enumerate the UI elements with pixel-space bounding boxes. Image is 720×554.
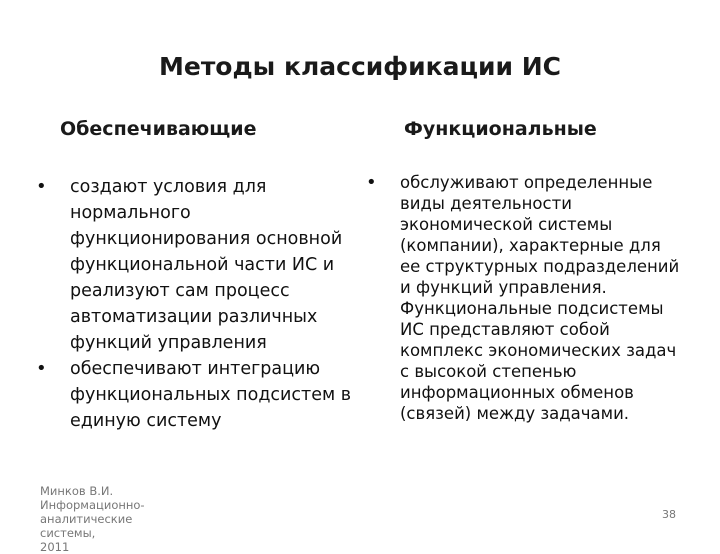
right-column-heading: Функциональные (404, 118, 597, 140)
footer-line: Минков В.И. (40, 484, 114, 498)
left-bullet-list (36, 174, 356, 434)
list-item (366, 172, 686, 424)
bullet-icon: • (36, 176, 47, 197)
footer-line: аналитические системы, (40, 512, 133, 540)
list-item (36, 174, 356, 356)
bullet-text: обеспечивают интеграцию функциональных подсистем в единую систему (70, 359, 352, 431)
left-column-heading: Обеспечивающие (60, 118, 257, 140)
bullet-icon: • (366, 172, 377, 193)
slide-title: Методы классификации ИС (158, 52, 561, 81)
bullet-icon: • (36, 358, 47, 379)
list-item (36, 356, 356, 434)
footer-line: Информационно- (40, 498, 145, 512)
footer-author (40, 484, 190, 554)
right-bullet-list (366, 172, 686, 424)
footer-line: 2011 (40, 540, 70, 554)
bullet-text: обслуживают определенные виды деятельности экономической системы (компании), характерные для ее структурных подразделений и функций управления. Функциональные подсистемы ИС представляют собой комплекс экономических задач с высокой степенью информационных обменов (связей) между задачами. (400, 173, 680, 423)
bullet-text: создают условия для нормального функционирования основной функциональной части ИС и реализуют сам процесс автоматизации различных функций управления (70, 177, 343, 353)
page-number: 38 (662, 508, 676, 521)
